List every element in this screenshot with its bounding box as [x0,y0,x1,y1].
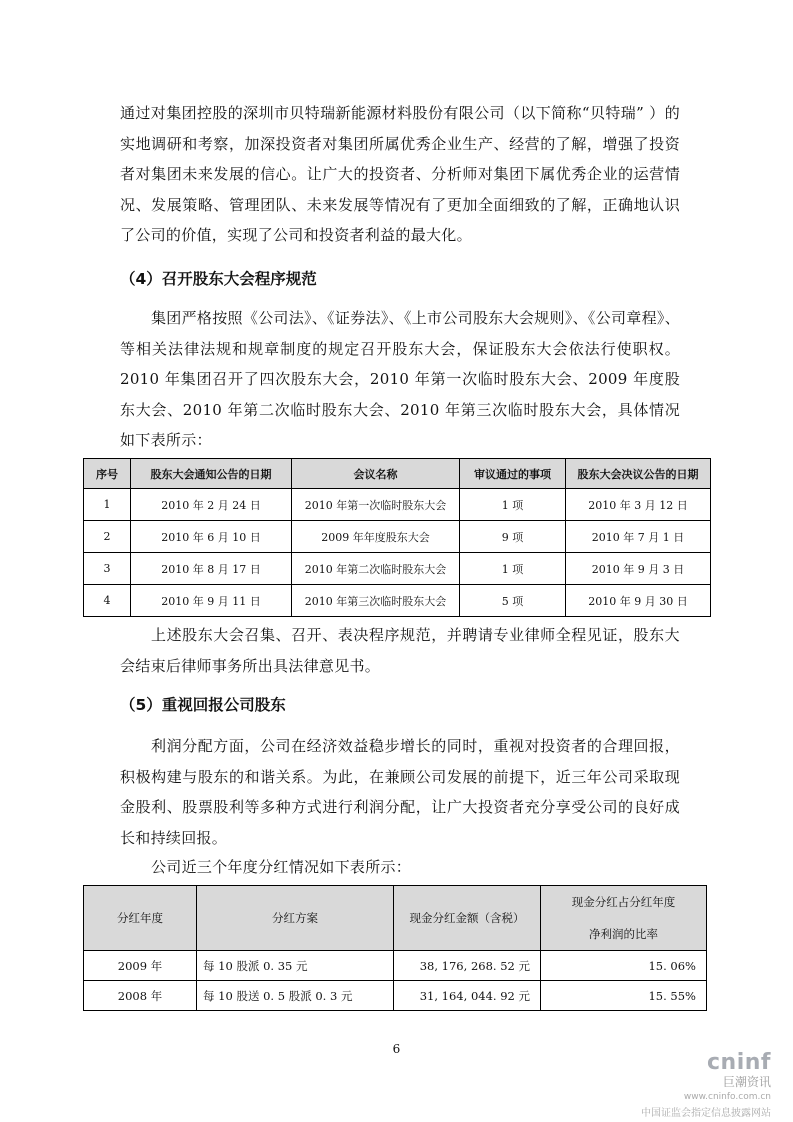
table-header-line: 现金分红占分红年度 [571,895,676,909]
meeting-paragraph: 集团严格按照《公司法》、《证券法》、《上市公司股东大会规则》、《公司章程》、等相关法律法规和规章制度的规定召开股东大会，保证股东大会依法行使职权。2010 年集团召开了四次股东大会，2010 年第一次临时股东大会、2009 年度股东大会、2010 年第二次临时股东大会、2010 年第三次临时股东大会，具体情况如下表所示： [120,309,680,449]
meeting-summary-paragraph: 上述股东大会召集、召开、表决程序规范，并聘请专业律师全程见证，股东大会结束后律师事务所出具法律意见书。 [120,626,680,675]
table-cell: 2010 年 2 月 24 日 [131,489,292,521]
table-header [541,886,707,951]
table-cell: 1 项 [460,553,566,585]
table-header: 分红方案 [197,886,394,951]
table-header: 现金分红金额（含税） [394,886,541,951]
table-header-row [84,886,707,951]
table-cell: 1 项 [460,489,566,521]
table-header: 分红年度 [84,886,197,951]
table-cell: 2 [84,521,131,553]
table-cell: 2010 年 9 月 3 日 [566,553,711,585]
table-header: 股东大会决议公告的日期 [566,459,711,489]
cninfo-watermark [641,1050,771,1119]
table-header-line: 净利润的比率 [589,927,658,941]
table-header: 审议通过的事项 [460,459,566,489]
table-cell: 2010 年 9 月 11 日 [131,585,292,617]
table-cell: 5 项 [460,585,566,617]
table-cell: 15. 06% [541,951,707,981]
cninfo-logo: cninf [707,1050,771,1075]
table-cell: 2010 年第二次临时股东大会 [292,553,460,585]
table-cell: 2008 年 [84,981,197,1011]
table-row [84,951,707,981]
table-cell: 31, 164, 044. 92 元 [394,981,541,1011]
table-cell: 2010 年 3 月 12 日 [566,489,711,521]
table-row [84,553,711,585]
intro-paragraph: 通过对集团控股的深圳市贝特瑞新能源材料股份有限公司（以下简称“贝特瑞” ）的实地调研和考察，加深投资者对集团所属优秀企业生产、经营的了解，增强了投资者对集团未来发展的信心。让广大的投资者、分析师对集团下属优秀企业的运营情况、发展策略、管理团队、未来发展等情况有了更加全面细致的了解，正确地认识了公司的价值，实现了公司和投资者利益的最大化。 [120,104,680,244]
table-cell: 2010 年 9 月 30 日 [566,585,711,617]
section-heading-5: （5）重视回报公司股东 [120,696,286,714]
table-row [84,521,711,553]
table-cell: 每 10 股派 0. 35 元 [197,951,394,981]
watermark-name: 巨潮资讯 [722,1075,771,1089]
table-cell: 38, 176, 268. 52 元 [394,951,541,981]
table-cell: 2010 年 6 月 10 日 [131,521,292,553]
table-header: 序号 [84,459,131,489]
table-cell: 每 10 股送 0. 5 股派 0. 3 元 [197,981,394,1011]
table-cell: 2010 年 7 月 1 日 [566,521,711,553]
dividend-policy-paragraph: 利润分配方面，公司在经济效益稳步增长的同时，重视对投资者的合理回报，积极构建与股东的和谐关系。为此，在兼顾公司发展的前提下，近三年公司采取现金股利、股票股利等多种方式进行利润分配，让广大投资者充分享受公司的良好成长和持续回报。 [120,737,680,847]
table-cell: 15. 55% [541,981,707,1011]
dividend-table [83,885,707,1011]
table-header-row [84,459,711,489]
table-cell: 2010 年第一次临时股东大会 [292,489,460,521]
table-cell: 3 [84,553,131,585]
table-row [84,981,707,1011]
section-heading-4: （4）召开股东大会程序规范 [120,270,317,288]
table-header: 会议名称 [292,459,460,489]
page-number: 6 [392,1042,401,1056]
table-cell: 9 项 [460,521,566,553]
table-row [84,489,711,521]
watermark-org: 中国证监会指定信息披露网站 [641,1108,771,1119]
table-cell: 4 [84,585,131,617]
table-cell: 2009 年年度股东大会 [292,521,460,553]
dividend-intro-paragraph: 公司近三个年度分红情况如下表所示： [151,858,412,876]
table-cell: 2009 年 [84,951,197,981]
shareholder-meeting-table [83,458,711,617]
table-row [84,585,711,617]
table-header: 股东大会通知公告的日期 [131,459,292,489]
watermark-url: www.cninfo.com.cn [683,1092,771,1102]
table-cell: 2010 年 8 月 17 日 [131,553,292,585]
table-cell: 2010 年第三次临时股东大会 [292,585,460,617]
table-cell: 1 [84,489,131,521]
